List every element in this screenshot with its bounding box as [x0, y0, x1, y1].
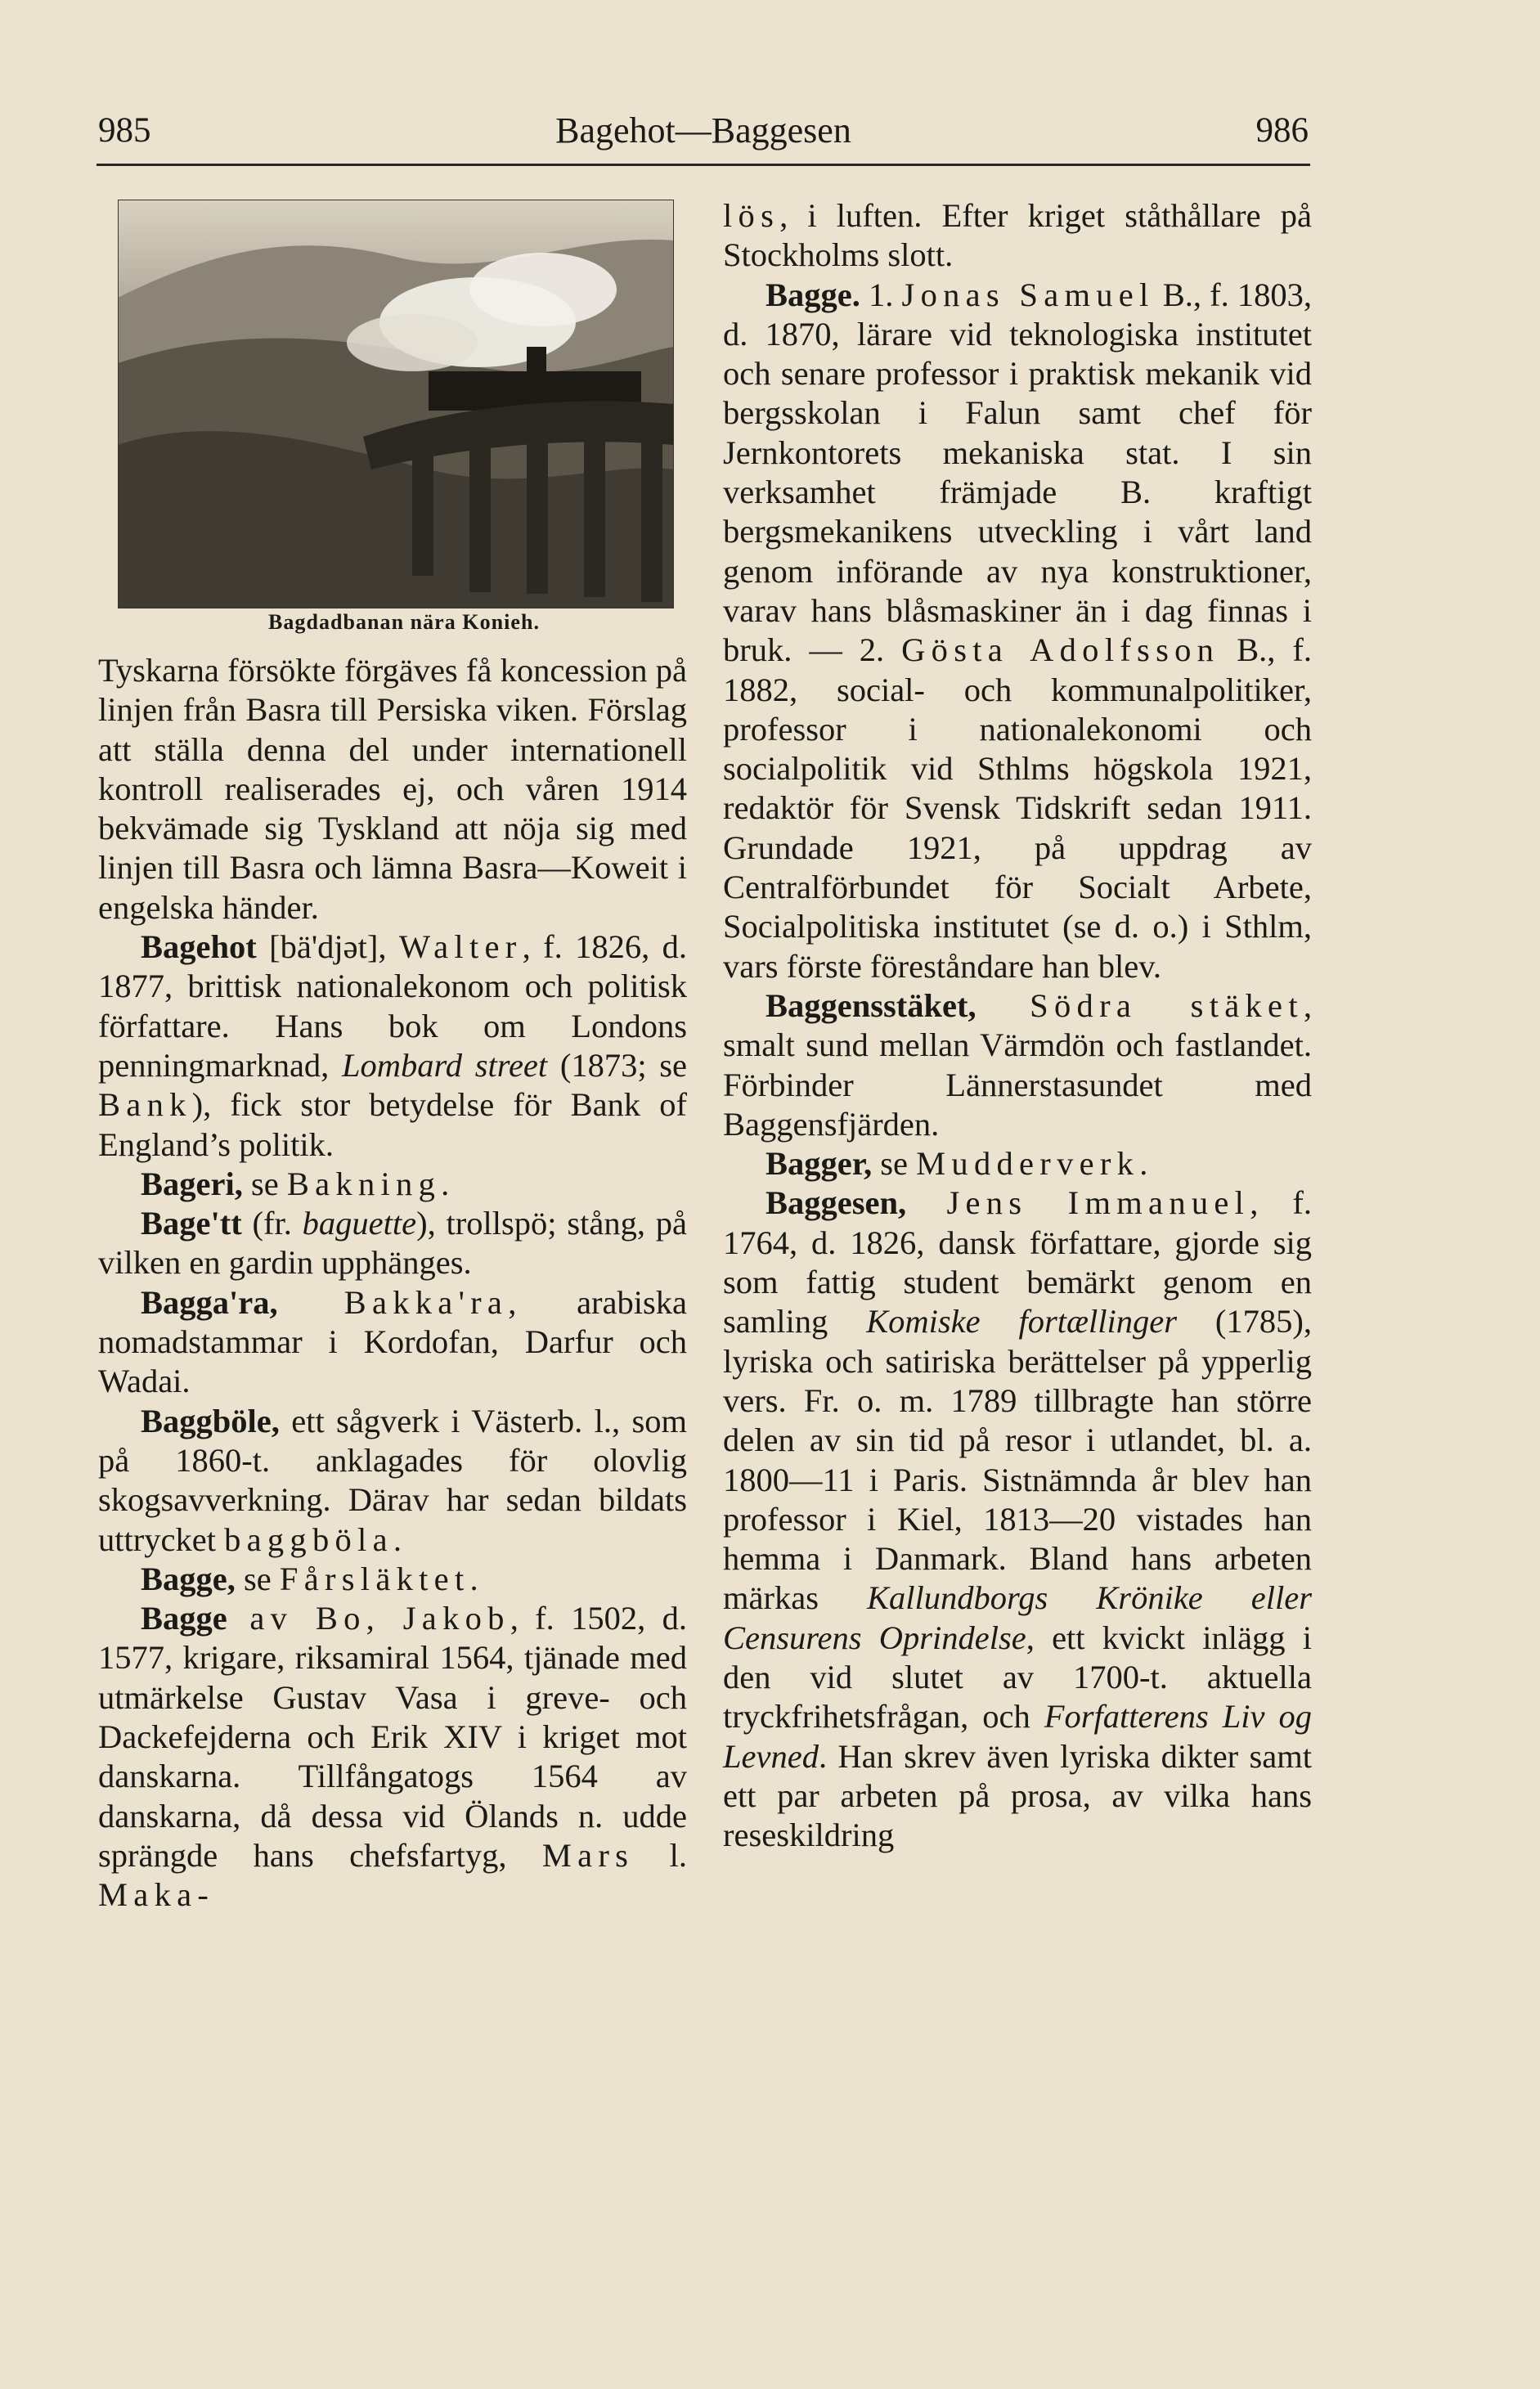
headword: Baggesen, — [766, 1184, 907, 1222]
see-text: se — [872, 1145, 917, 1183]
entry-text: , arabiska nomadstammar i Kordofan, Darfur och Wadai. — [98, 1283, 687, 1400]
headword: Baggböle, — [141, 1402, 280, 1439]
see-text: se — [235, 1560, 280, 1597]
person-name: Jens Immanuel — [906, 1184, 1250, 1222]
entry-text: ett sågverk i Västerb. l., som på 1860-t. anklagades för olovlig skogsavverkning. Därav har sedan bildats uttrycket — [98, 1402, 687, 1558]
entry-text: . — [469, 1560, 478, 1597]
person-name: Walter — [398, 928, 523, 966]
person-name: Jonas Samuel — [901, 276, 1155, 313]
derived-word: baggböla — [224, 1520, 393, 1558]
page-header — [98, 106, 1309, 164]
figure — [118, 200, 674, 636]
ship-name-end: lös — [723, 197, 780, 234]
headword: Bagger, — [766, 1145, 873, 1183]
entry-text: , i luften. Efter kriget ståthållare på Stockholms slott. — [723, 197, 1312, 274]
headword: Bageri, — [141, 1165, 243, 1202]
entry-text: B., f. 1882, social- och kommunalpolitiker, professor i nationalekonomi och socialpolitik vid Sthlms högskola 1921, redaktör för Svensk Tidskrift sedan 1911. Grundade 1921, på uppdrag av Centralförbundet för Socialt Arbete, Socialpolitiska institutet (se d. o.) i Sthlm, vars förste föreståndare han blev. — [723, 631, 1312, 985]
continued-text — [723, 196, 1312, 276]
entry-text: (fr. — [241, 1205, 303, 1242]
entry-baggensstaket — [723, 986, 1312, 1144]
entry-bageri — [98, 1165, 687, 1204]
entry-baggbole — [98, 1402, 687, 1560]
header-rule — [97, 164, 1310, 166]
cross-reference: Mudderverk — [916, 1145, 1140, 1183]
entry-text: (1785), lyriska och satiriska berättelser på ypperlig vers. Fr. o. m. 1789 tillbragte han större delen av sin tid på resor i utlandet, bl. a. 1800—11 i Paris. Sistnämnda år blev han professor i Kiel, 1813—20 vistades han hemma i Danmark. Bland hans arbeten märkas — [723, 1303, 1312, 1617]
page-number-left: 985 — [98, 111, 151, 150]
cross-reference: Fårsläktet — [279, 1560, 470, 1597]
entry-text: ), trollspö; stång, på vilken en gardin upphänges. — [98, 1205, 687, 1282]
entry-bagett — [98, 1204, 687, 1283]
french-term: baguette — [302, 1205, 417, 1242]
entry-bagge-jakob — [98, 1599, 687, 1915]
figure-caption: Bagdadbanan nära Konieh. — [267, 610, 540, 634]
entry-text: , f. 1502, d. 1577, krigare, riksamiral 1564, tjänade med utmärkelse Gustav Vasa i greve- och Dackefejderna och Erik XIV i kriget mot danskarna. Tillfångatogs 1564 av danskarna, då dessa vid Ölands n. udde sprängde hans chefsfartyg, — [98, 1600, 687, 1874]
headword: Bagga'ra, — [141, 1283, 278, 1321]
cross-reference: Bank — [98, 1086, 192, 1124]
railway-photo — [118, 200, 674, 608]
headword: Bagge. — [766, 276, 860, 313]
entry-baggara — [98, 1283, 687, 1402]
entry-text: . — [441, 1165, 450, 1202]
entry-text: . — [393, 1520, 402, 1558]
entry-text: l. — [634, 1836, 687, 1874]
variant-name: Bakka'ra — [277, 1283, 509, 1321]
entry-text: ), fick stor betydelse för Bank of England’s politik. — [98, 1086, 687, 1163]
running-title: Bagehot—Baggesen — [555, 110, 851, 150]
left-column — [98, 196, 687, 1915]
page-number-right: 986 — [1255, 111, 1309, 150]
entry-bagge-see — [98, 1560, 687, 1599]
right-column — [723, 196, 1312, 1855]
headword: Bagge — [141, 1600, 227, 1637]
entry-baggesen — [723, 1183, 1312, 1855]
work-title: Forfatterens Liv og Levned — [723, 1698, 1312, 1775]
pronunciation: [bä'djət], — [256, 928, 399, 966]
entry-text: , f. 1826, d. 1877, brittisk nationalekonom och politisk författare. Hans bok om Londons penningmarknad, — [98, 928, 687, 1084]
entry-text: . Han skrev även lyriska dikter samt ett par arbeten på prosa, av vilka hans reseskildring — [723, 1737, 1312, 1854]
headword: Baggensstäket, — [766, 986, 977, 1024]
ship-name: Mars — [541, 1836, 635, 1874]
work-title: Lombard street — [341, 1046, 548, 1084]
entry-text: . — [1139, 1145, 1148, 1183]
entry-bagger — [723, 1144, 1312, 1183]
entry-text: (1873; se — [547, 1046, 687, 1084]
work-title: Kallundborgs Krönike eller Censurens Oprindelse — [723, 1579, 1313, 1656]
cross-reference: Bakning — [286, 1165, 442, 1202]
entry-text: B., f. 1803, d. 1870, lärare vid teknologiska institutet och senare professor i praktisk mekanik vid bergsskolan i Falun samt chef för Jernkontorets mekaniska stat. I sin verksamhet främjade B. kraftigt bergsmekanikens utveckling i vårt land genom införande av nya konstruktioner, varav hans blåsmaskiner än i dag finnas i bruk. — 2. — [723, 276, 1313, 669]
entry-text: , smalt sund mellan Värmdön och fastlandet. Förbinder Lännerstasundet med Baggensfjärden. — [723, 986, 1312, 1143]
person-name: av Bo, Jakob — [227, 1600, 510, 1637]
entry-text: , ett kvickt inlägg i den vid slutet av 1700-t. aktuella tryckfrihetsfrågan, och — [723, 1619, 1312, 1736]
see-text: se — [242, 1165, 287, 1202]
entry-text: 1. — [860, 276, 902, 313]
intro-paragraph: Tyskarna försökte förgäves få koncession på linjen från Basra till Persiska viken. Förslag att ställa denna del under internationell kontroll realiserades ej, och våren 1914 bekvämade sig Tyskland att nöja sig med linjen till Basra och lämna Basra—Koweit i engelska händer. — [98, 652, 687, 926]
entry-bagge — [723, 276, 1312, 986]
entry-bagehot — [98, 927, 687, 1165]
variant-name: Södra stäket — [976, 986, 1304, 1024]
entry-text: , f. 1764, d. 1826, dansk författare, gjorde sig som fattig student bemärkt genom en samling — [723, 1184, 1312, 1340]
headword: Bagehot — [141, 928, 257, 966]
headword: Bagge, — [141, 1560, 236, 1597]
person-name: Gösta Adolfsson — [901, 631, 1220, 669]
work-title: Komiske fortællinger — [866, 1303, 1178, 1340]
headword: Bage'tt — [141, 1205, 242, 1242]
ship-name: Maka- — [98, 1876, 215, 1914]
